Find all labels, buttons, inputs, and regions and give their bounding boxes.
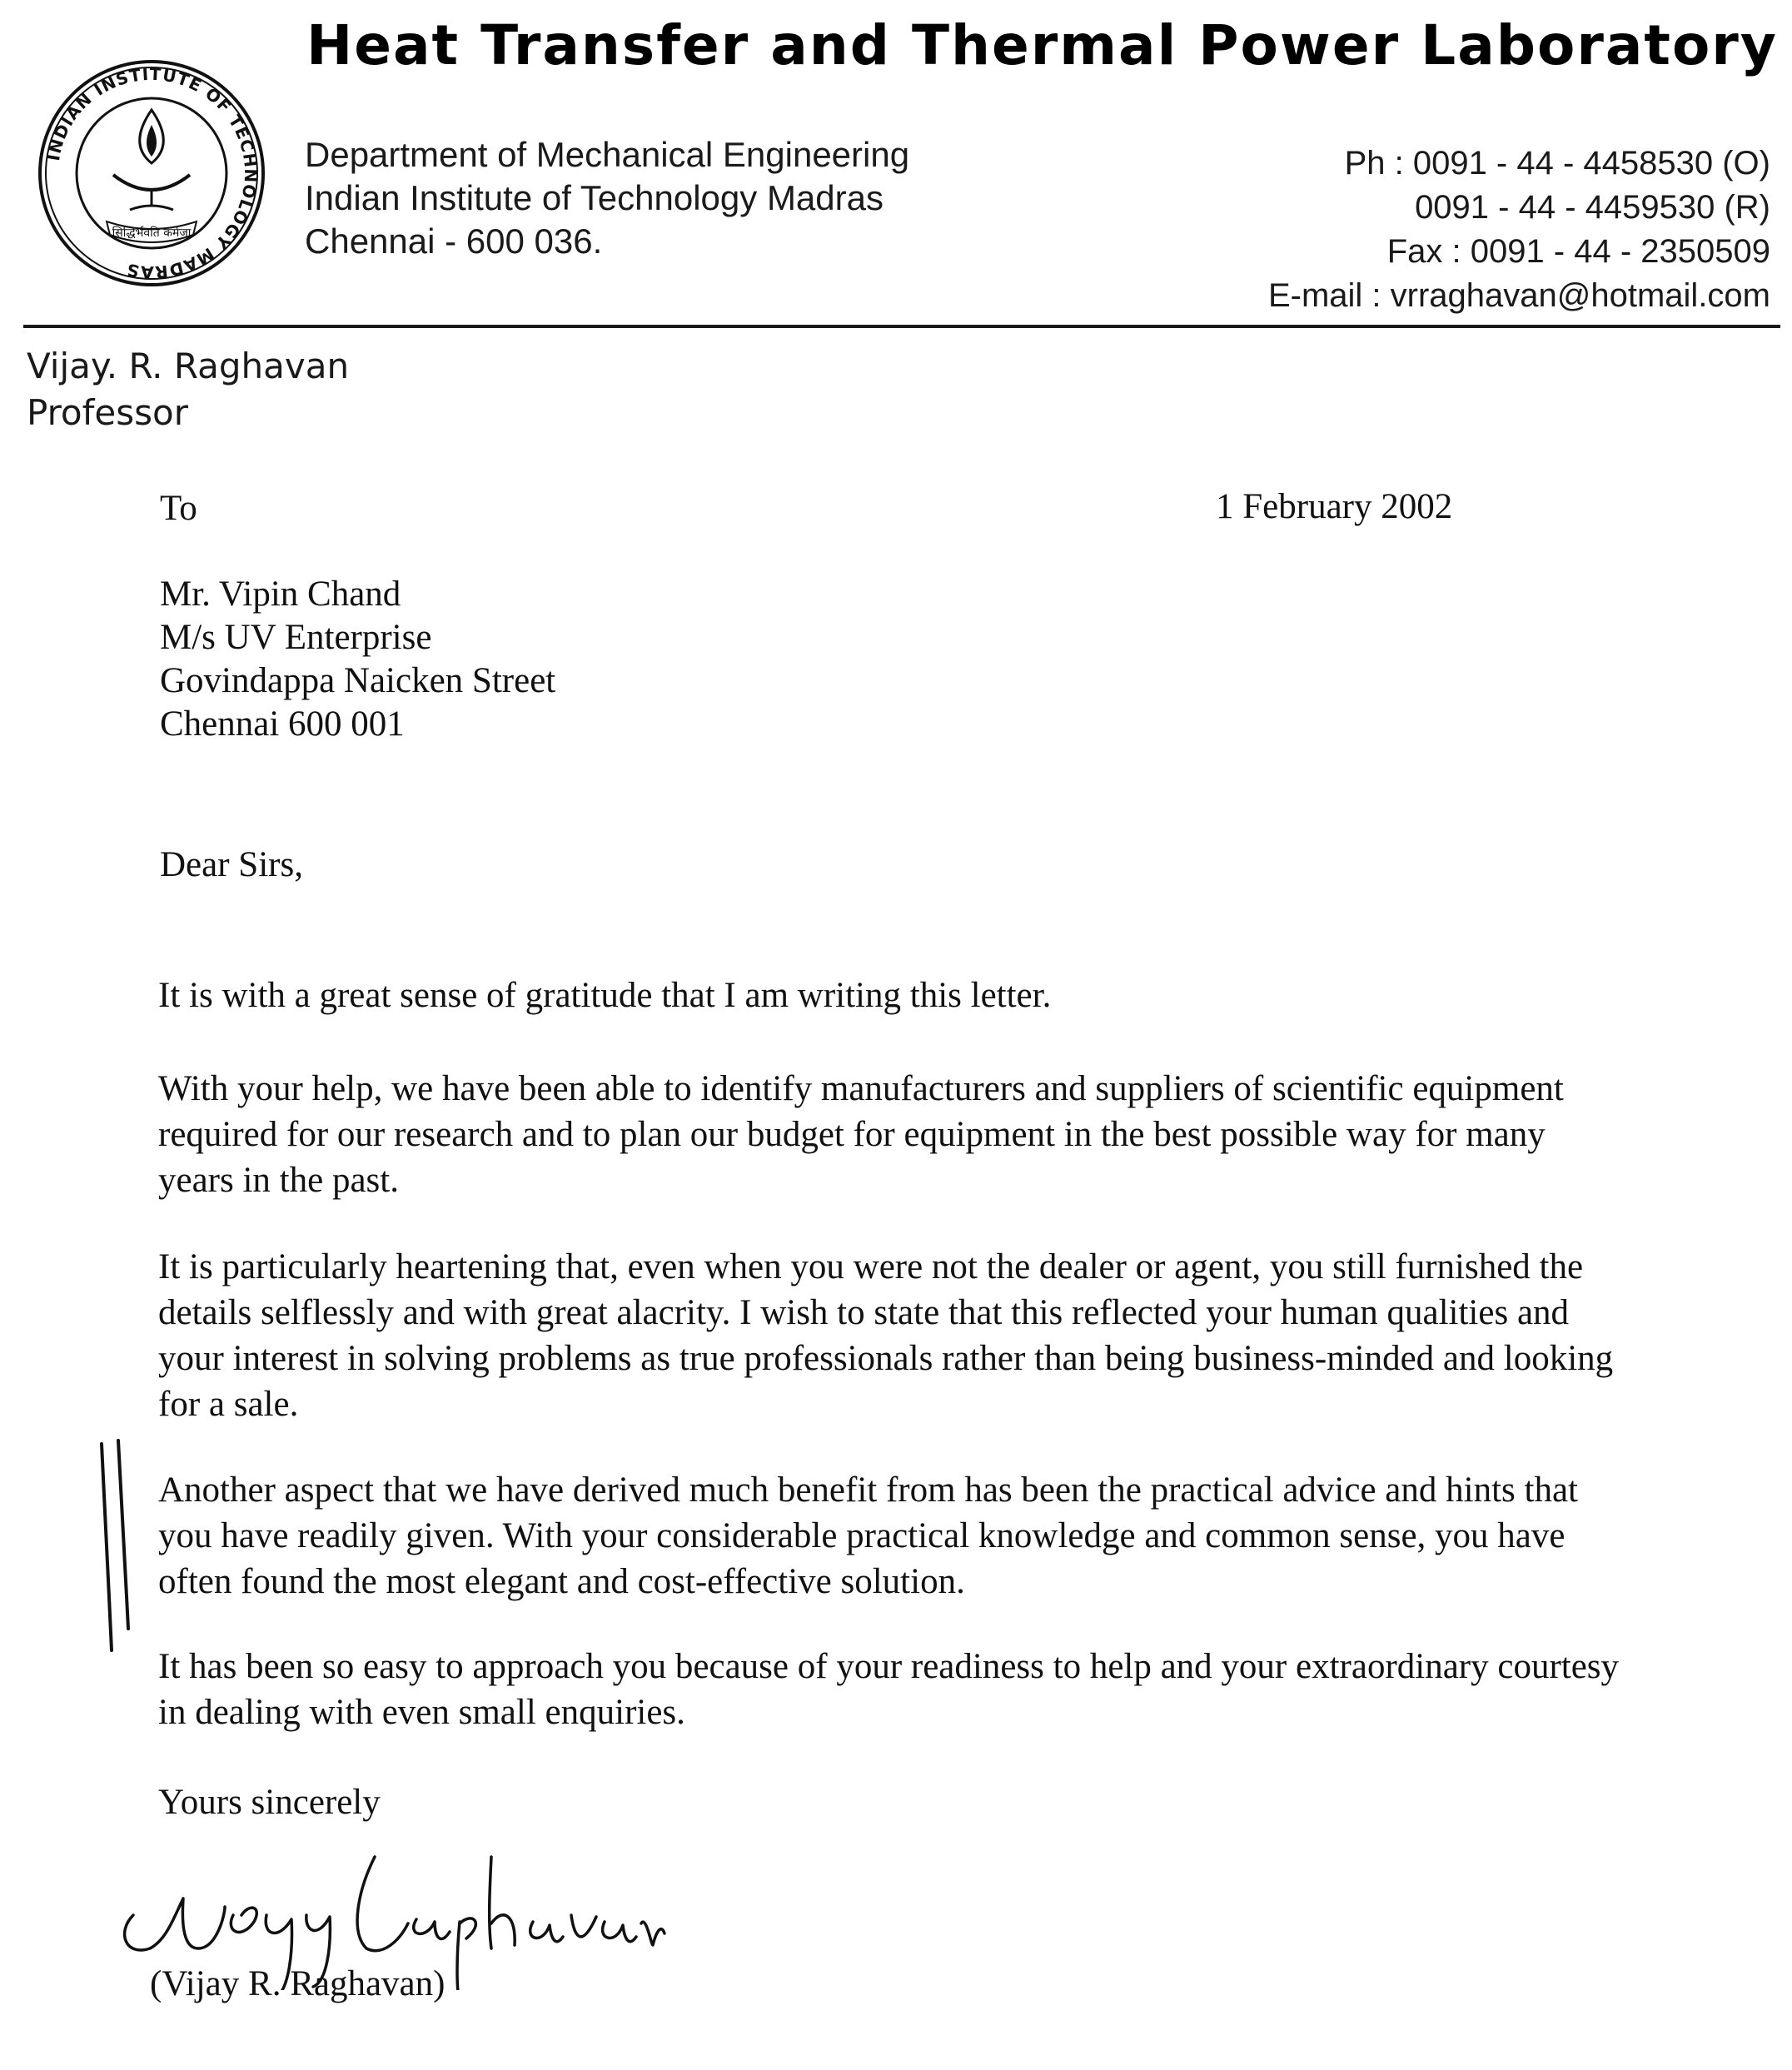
signer-name: (Vijay R. Raghavan) [150, 1964, 446, 2003]
address-line: Indian Institute of Technology Madras [305, 178, 884, 217]
lab-title: Heat Transfer and Thermal Power Laboratory [306, 13, 1778, 77]
closing: Yours sincerely [158, 1783, 381, 1822]
to-label: To [160, 489, 197, 528]
body-paragraph: Another aspect that we have derived much benefit from has been the practical advice and hints that you have readily given. With your considerable practical knowledge and common sense, you have often found the most elegant and cost-effective solution. [158, 1470, 1578, 1601]
phone-residence: 0091 - 44 - 4459530 (R) [1415, 189, 1770, 226]
seal-motto: सिद्धिर्भवति कर्मजा [112, 226, 192, 240]
recipient-line: Govindappa Naicken Street [160, 661, 556, 700]
body-paragraph: It is particularly heartening that, even when you were not the dealer or agent, you still furnished the details selflessly and with great alacrity. I wish to state that this reflected your human qualities and your interest in solving problems as true professionals rather than being business-minded and looking for a sale. [158, 1247, 1614, 1424]
sender-block [27, 343, 349, 436]
department-address [305, 133, 909, 263]
address-line: Chennai - 600 036. [305, 221, 603, 261]
body-paragraph: It has been so easy to approach you because of your readiness to help and your extraordinary courtesy in dealing with even small enquiries. [158, 1647, 1620, 1732]
body-paragraph: It is with a great sense of gratitude that I am writing this letter. [158, 976, 1052, 1015]
contact-details [1268, 142, 1770, 318]
sender-name: Vijay. R. Raghavan [27, 346, 350, 386]
recipient-address [160, 573, 555, 746]
recipient-line: M/s UV Enterprise [160, 618, 432, 657]
recipient-line: Mr. Vipin Chand [160, 575, 401, 614]
recipient-line: Chennai 600 001 [160, 704, 405, 744]
iit-madras-seal-icon [37, 58, 266, 288]
sender-title: Professor [27, 392, 188, 433]
seal-ring-text: INDIAN INSTITUTE OF TECHNOLOGY MADRAS [43, 63, 261, 283]
email-address: E-mail : vrraghavan@hotmail.com [1267, 277, 1770, 314]
address-line: Department of Mechanical Engineering [305, 135, 910, 174]
phone-office: Ph : 0091 - 44 - 4458530 (O) [1344, 145, 1770, 182]
body-paragraph: With your help, we have been able to identify manufacturers and suppliers of scientific equipment required for our research and to plan our budget for equipment in the best possible way for many years in the past. [158, 1069, 1564, 1200]
letter-date: 1 February 2002 [1216, 487, 1453, 526]
fax-number: Fax : 0091 - 44 - 2350509 [1386, 233, 1770, 270]
margin-mark-icon [92, 1439, 150, 1655]
letterhead-divider [23, 325, 1780, 328]
salutation: Dear Sirs, [160, 845, 303, 884]
